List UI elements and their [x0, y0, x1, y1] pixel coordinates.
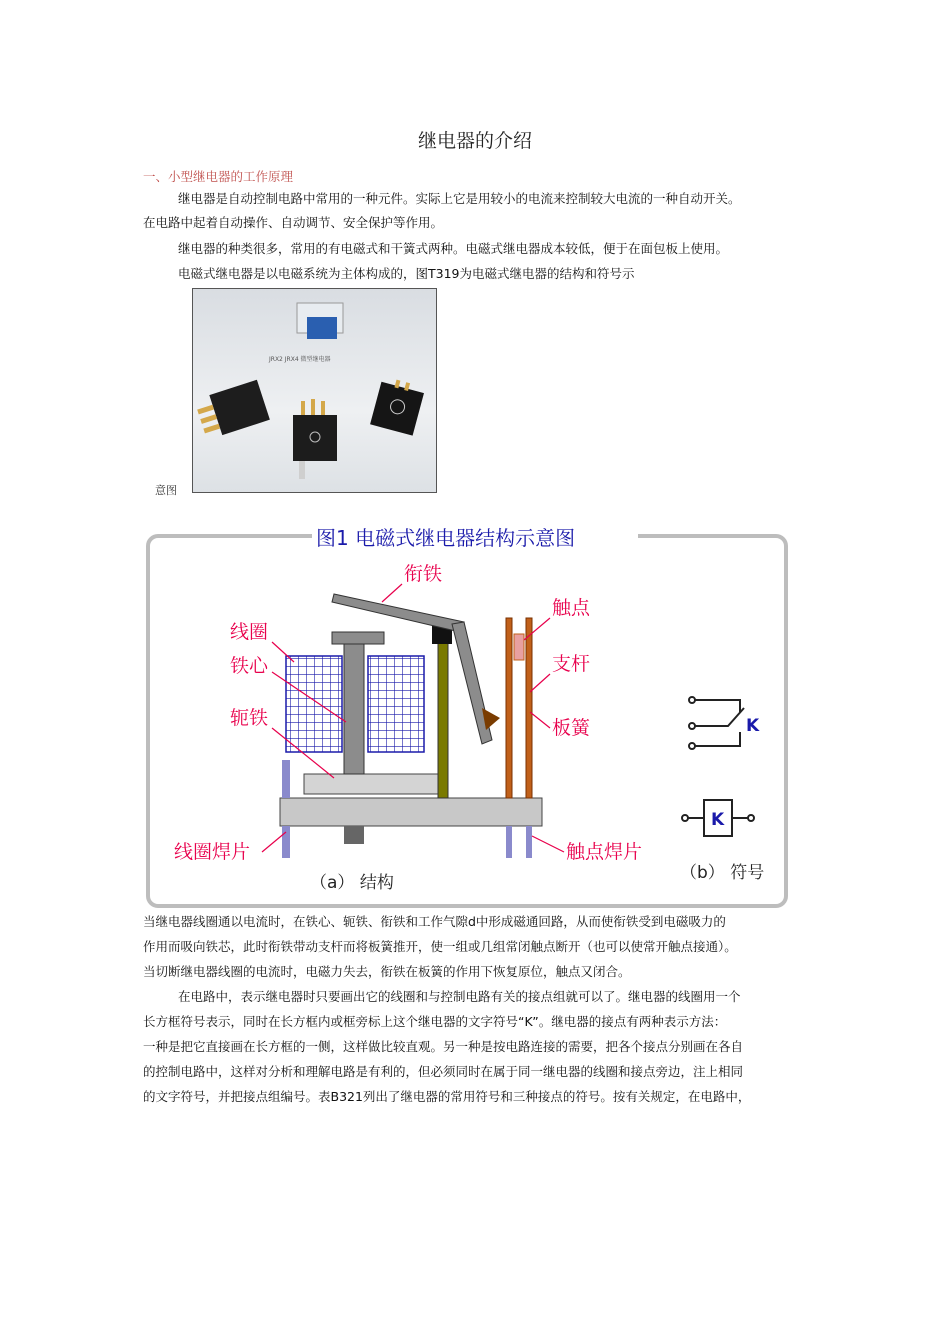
support-rod-right — [526, 618, 532, 798]
photo-caption: 意图 — [155, 484, 177, 497]
yoke — [304, 774, 446, 794]
paragraph-line: 的文字符号，并把接点组编号。表B321列出了继电器的常用符号和三种接点的符号。按有关规定，在电路中， — [143, 1089, 751, 1104]
armature-post — [438, 640, 448, 798]
paragraph-line: 的控制电路中，这样对分析和理解电路是有利的，但必须同时在属于同一继电器的线圈和接点旁边，注上相同 — [143, 1064, 744, 1079]
paragraph-line: 当继电器线圈通以电流时，在铁心、轭铁、衔铁和工作气隙d中形成磁通回路，从而使衔铁受到电磁吸力的 — [143, 914, 726, 929]
coil-left — [286, 656, 342, 752]
label-core: 铁心 — [230, 655, 269, 677]
paragraph-line: 长方框符号表示，同时在长方框内或框旁标上这个继电器的文字符号“K”。继电器的接点有两种表示方法： — [143, 1014, 727, 1029]
label-contact: 触点 — [552, 597, 591, 619]
coil-terminal-lower — [282, 826, 290, 858]
relay-diagram — [146, 522, 790, 914]
figure-title: 图1 电磁式继电器结构示意图 — [316, 526, 576, 550]
paragraph-line: 一种是把它直接画在长方框的一侧，这样做比较直观。另一种是按电路连接的需要，把各个接点分别画在各自 — [143, 1039, 744, 1054]
caption-structure: （a） 结构 — [310, 873, 394, 893]
relay-photo — [192, 288, 437, 493]
label-leaf-spring: 板簧 — [552, 717, 591, 739]
symbol-k-label: K — [746, 716, 760, 736]
paragraph-line: 电磁式继电器是以电磁系统为主体构成的，图T319为电磁式继电器的结构和符号示 — [178, 266, 635, 281]
contact-points — [514, 634, 524, 660]
coil-terminal-upper — [282, 760, 290, 798]
support-rod-left — [506, 618, 512, 798]
paragraph-line: 继电器的种类很多，常用的有电磁式和干簧式两种。电磁式继电器成本较低，便于在面包板上使用。 — [178, 241, 729, 256]
caption-symbol: （b） 符号 — [680, 863, 765, 883]
paragraph-line: 作用而吸向铁芯，此时衔铁带动支杆而将板簧推开，使一组或几组常闭触点断开（也可以使常开触点接通）。 — [143, 939, 737, 954]
relay-structure-figure — [146, 522, 790, 914]
contact-terminal-right — [526, 826, 532, 858]
label-contact-terminal: 触点焊片 — [566, 841, 643, 863]
core-bottom — [344, 826, 364, 844]
section-heading: 一、小型继电器的工作原理 — [143, 169, 294, 184]
photo-label: JRX2 JRX4 微型继电器 — [269, 356, 331, 363]
paragraph-line: 在电路中，表示继电器时只要画出它的线圈和与控制电路有关的接点组就可以了。继电器的线圈用一个 — [178, 989, 741, 1004]
paragraph-line: 继电器是自动控制电路中常用的一种元件。实际上它是用较小的电流来控制较大电流的一种自动开关。 — [178, 191, 741, 206]
iron-core — [344, 644, 364, 774]
label-support-rod: 支杆 — [552, 653, 591, 675]
page-title: 继电器的介绍 — [417, 130, 532, 152]
symbol-k-box: K — [711, 810, 725, 830]
relay-photo-illustration — [193, 289, 436, 492]
relay-base — [280, 798, 542, 826]
contact-terminal-left — [506, 826, 512, 858]
paragraph-line: 在电路中起着自动操作、自动调节、安全保护等作用。 — [143, 215, 444, 230]
label-yoke: 轭铁 — [230, 707, 269, 729]
core-cap — [332, 632, 384, 644]
paragraph-line: 当切断继电器线圈的电流时，电磁力失去，衔铁在板簧的作用下恢复原位，触点又闭合。 — [143, 964, 631, 979]
label-coil-terminal: 线圈焊片 — [174, 841, 251, 863]
coil-right — [368, 656, 424, 752]
label-armature: 衔铁 — [404, 563, 443, 585]
label-coil: 线圈 — [230, 621, 269, 643]
